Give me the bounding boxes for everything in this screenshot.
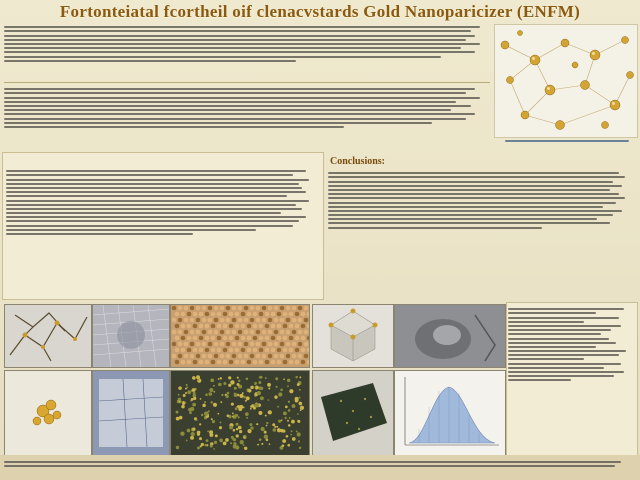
nanoparticle-network-image xyxy=(494,24,638,138)
panel-wire-network xyxy=(4,304,92,368)
panel-crystal-structure xyxy=(312,304,394,368)
results-bullets xyxy=(508,306,634,384)
panel-nanowire-sheet xyxy=(312,370,394,456)
panel-distribution-plot xyxy=(394,370,506,456)
poster-title: Fortonteiatal fcortheil oif clenacvstards Gold Nanoparicizer (ENFM) xyxy=(59,2,581,21)
panel-dark-particles xyxy=(170,370,310,456)
conclusions-text-block xyxy=(328,170,634,298)
panel-gold-cluster xyxy=(4,370,92,456)
methods-text-block xyxy=(6,168,318,296)
background-text-block xyxy=(4,86,490,148)
panel-electron-micrograph xyxy=(394,304,506,368)
hero-caption xyxy=(498,138,636,144)
divider-line xyxy=(4,82,490,83)
panel-particle-lattice xyxy=(170,304,310,368)
footer-text-block xyxy=(4,459,634,477)
conclusions-heading: Conclusions: xyxy=(330,156,386,167)
intro-text-block xyxy=(4,24,490,78)
panel-surface-map xyxy=(92,370,170,456)
panel-mesh-render xyxy=(92,304,170,368)
